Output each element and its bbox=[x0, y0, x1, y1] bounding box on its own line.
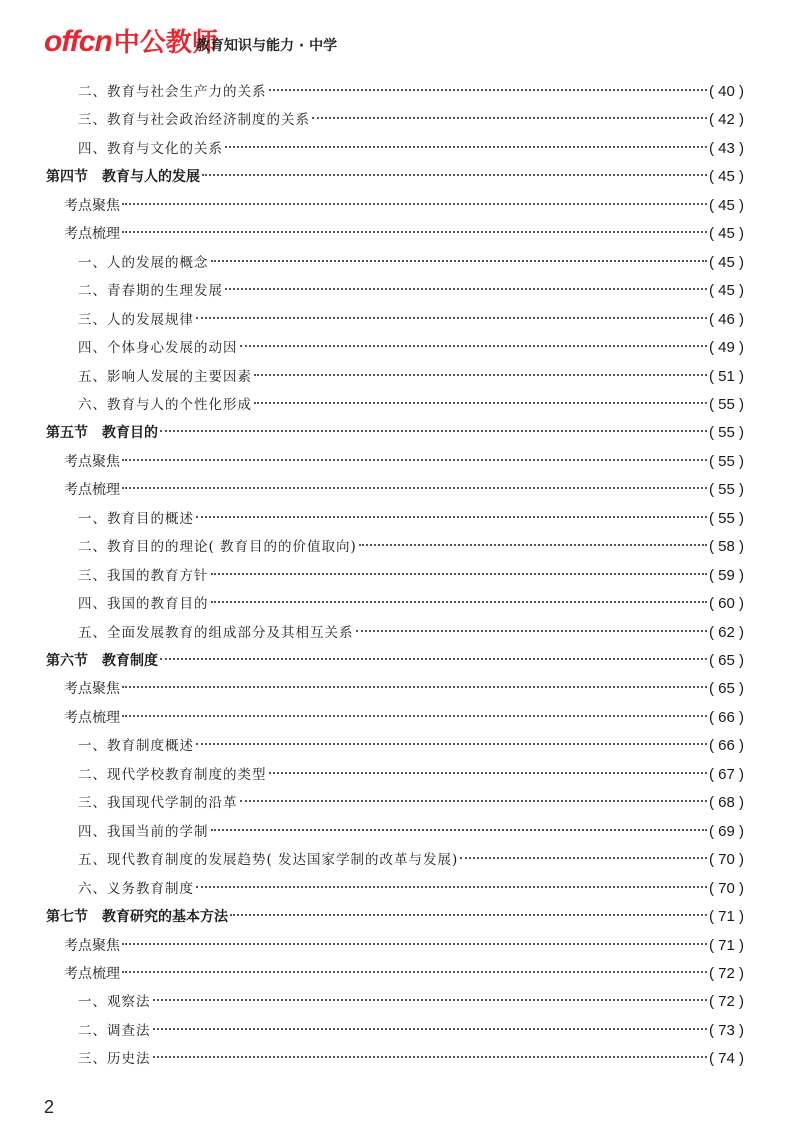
toc-entry-page: ( 45 ) bbox=[708, 196, 744, 214]
toc-entry-title: 三、我国现代学制的沿革 bbox=[78, 795, 238, 812]
toc-entry[interactable] bbox=[64, 677, 744, 701]
toc-entry-page: ( 42 ) bbox=[708, 111, 744, 129]
toc-entry[interactable] bbox=[64, 934, 744, 958]
toc-entry-title: 考点聚焦 bbox=[64, 197, 120, 214]
page-number: 2 bbox=[44, 1097, 55, 1117]
dot-leader bbox=[196, 742, 707, 745]
toc-entry[interactable] bbox=[78, 820, 744, 844]
dot-leader bbox=[196, 885, 707, 888]
toc-entry-page: ( 65 ) bbox=[708, 652, 744, 669]
toc-entry-title: 考点梳理 bbox=[64, 709, 120, 726]
toc-entry-page: ( 55 ) bbox=[708, 481, 744, 499]
toc-entry-title: 四、教育与文化的关系 bbox=[78, 140, 223, 157]
logo-latin-text: offcn bbox=[44, 25, 112, 58]
dot-leader bbox=[359, 543, 707, 546]
offcn-logo bbox=[44, 22, 218, 63]
toc-entry-page: ( 66 ) bbox=[708, 708, 744, 726]
toc-entry-page: ( 55 ) bbox=[708, 424, 744, 442]
toc-entry[interactable] bbox=[64, 962, 744, 986]
toc-entry-title: 考点梳理 bbox=[64, 965, 120, 982]
toc-entry-title: 二、教育与社会生产力的关系 bbox=[78, 84, 267, 100]
toc-entry[interactable] bbox=[78, 990, 744, 1014]
dot-leader bbox=[160, 429, 707, 432]
toc-entry[interactable] bbox=[78, 336, 744, 360]
logo-cn-text: 中公教师 bbox=[113, 28, 218, 58]
toc-entry[interactable] bbox=[78, 308, 744, 332]
toc-entry[interactable] bbox=[78, 137, 744, 161]
dot-leader bbox=[153, 1055, 707, 1058]
toc-entry[interactable] bbox=[78, 279, 744, 303]
dot-leader bbox=[240, 344, 707, 347]
toc-entry-title: 第七节 教育研究的基本方法 bbox=[46, 909, 228, 926]
toc-entry-title: 五、现代教育制度的发展趋势( 发达国家学制的改革与发展) bbox=[78, 852, 459, 869]
toc-entry-page: ( 59 ) bbox=[708, 566, 744, 584]
toc-entry[interactable] bbox=[46, 649, 744, 673]
toc-entry[interactable] bbox=[64, 478, 744, 502]
toc-entry-page: ( 45 ) bbox=[708, 168, 744, 186]
toc-entry-title: 二、调查法 bbox=[78, 1022, 151, 1039]
toc-entry-title: 第五节 教育目的 bbox=[46, 425, 158, 442]
dot-leader bbox=[225, 287, 707, 290]
toc-entry[interactable] bbox=[78, 877, 744, 901]
toc-entry-page: ( 40 ) bbox=[708, 83, 744, 100]
toc-entry-page: ( 71 ) bbox=[708, 936, 744, 954]
toc-entry-page: ( 70 ) bbox=[708, 851, 744, 869]
toc-entry-title: 四、我国当前的学制 bbox=[78, 823, 209, 840]
dot-leader bbox=[211, 259, 707, 262]
dot-leader bbox=[211, 600, 707, 603]
toc-entry[interactable] bbox=[78, 592, 744, 616]
dot-leader bbox=[254, 373, 707, 376]
toc-entry[interactable] bbox=[78, 1047, 744, 1071]
toc-entry-title: 一、教育目的概述 bbox=[78, 510, 194, 527]
toc-entry-title: 二、青春期的生理发展 bbox=[78, 283, 223, 300]
toc-entry-title: 考点聚焦 bbox=[64, 453, 120, 470]
toc-entry[interactable] bbox=[64, 450, 744, 474]
toc-entry-title: 六、教育与人的个性化形成 bbox=[78, 396, 252, 413]
dot-leader bbox=[269, 88, 707, 91]
toc-entry[interactable] bbox=[78, 734, 744, 758]
toc-entry[interactable] bbox=[64, 194, 744, 218]
dot-leader bbox=[254, 401, 707, 404]
toc-entry-title: 三、我国的教育方针 bbox=[78, 567, 209, 584]
dot-leader bbox=[202, 173, 707, 176]
toc-entry[interactable] bbox=[78, 393, 744, 417]
toc-entry[interactable] bbox=[78, 365, 744, 389]
toc-entry[interactable] bbox=[46, 421, 744, 445]
toc-entry-page: ( 74 ) bbox=[708, 1050, 744, 1068]
toc-entry-page: ( 55 ) bbox=[708, 395, 744, 413]
dot-leader bbox=[356, 629, 707, 632]
toc-entry-title: 三、历史法 bbox=[78, 1051, 151, 1068]
dot-leader bbox=[196, 316, 707, 319]
toc-entry-page: ( 45 ) bbox=[708, 253, 744, 271]
dot-leader bbox=[122, 458, 707, 461]
toc-entry-title: 三、人的发展规律 bbox=[78, 311, 194, 328]
toc-entry[interactable] bbox=[64, 222, 744, 246]
toc-entry-title: 第四节 教育与人的发展 bbox=[46, 169, 200, 186]
dot-leader bbox=[230, 913, 707, 916]
toc-entry-title: 四、我国的教育目的 bbox=[78, 596, 209, 613]
dot-leader bbox=[122, 970, 707, 973]
toc-entry-page: ( 66 ) bbox=[708, 737, 744, 755]
toc-entry-title: 五、全面发展教育的组成部分及其相互关系 bbox=[78, 624, 354, 641]
toc-entry-page: ( 72 ) bbox=[708, 964, 744, 982]
toc-entry[interactable] bbox=[78, 108, 744, 132]
dot-leader bbox=[122, 486, 707, 489]
toc-entry[interactable] bbox=[78, 763, 744, 787]
toc-entry[interactable] bbox=[78, 535, 744, 559]
toc-entry-page: ( 73 ) bbox=[708, 1021, 744, 1039]
toc-entry-page: ( 70 ) bbox=[708, 879, 744, 897]
toc-entry[interactable] bbox=[78, 1019, 744, 1043]
toc-entry-title: 二、现代学校教育制度的类型 bbox=[78, 766, 267, 783]
dot-leader bbox=[122, 942, 707, 945]
toc-entry-page: ( 49 ) bbox=[708, 339, 744, 357]
toc-entry[interactable] bbox=[78, 251, 744, 275]
toc-entry-page: ( 45 ) bbox=[708, 282, 744, 300]
toc-entry-page: ( 65 ) bbox=[708, 680, 744, 698]
toc-entry-title: 第六节 教育制度 bbox=[46, 653, 158, 669]
dot-leader bbox=[460, 856, 707, 859]
toc-entry-page: ( 60 ) bbox=[708, 595, 744, 613]
dot-leader bbox=[196, 515, 707, 518]
toc-entry-page: ( 55 ) bbox=[708, 452, 744, 470]
toc-entry-page: ( 58 ) bbox=[708, 538, 744, 556]
toc-entry-page: ( 71 ) bbox=[708, 908, 744, 926]
toc-entry-page: ( 43 ) bbox=[708, 139, 744, 157]
dot-leader bbox=[211, 572, 707, 575]
toc-entry-page: ( 67 ) bbox=[708, 765, 744, 783]
toc-entry[interactable] bbox=[78, 848, 744, 872]
toc-entry[interactable] bbox=[78, 80, 744, 104]
toc-entry-page: ( 69 ) bbox=[708, 822, 744, 840]
toc-entry[interactable] bbox=[78, 564, 744, 588]
dot-leader bbox=[160, 657, 707, 660]
toc-entry-page: ( 72 ) bbox=[708, 993, 744, 1011]
toc-entry-page: ( 55 ) bbox=[708, 509, 744, 527]
toc-entry-title: 一、观察法 bbox=[78, 994, 151, 1011]
toc-entry-page: ( 51 ) bbox=[708, 367, 744, 385]
toc-entry[interactable] bbox=[78, 791, 744, 815]
toc-entry-page: ( 62 ) bbox=[708, 623, 744, 641]
toc-entry-title: 考点梳理 bbox=[64, 226, 120, 243]
toc-entry-title: 三、教育与社会政治经济制度的关系 bbox=[78, 112, 310, 129]
dot-leader bbox=[122, 202, 707, 205]
toc-entry-title: 四、个体身心发展的动因 bbox=[78, 340, 238, 357]
toc-entry-page: ( 45 ) bbox=[708, 225, 744, 243]
book-subtitle: 教育知识与能力 · 中学 bbox=[196, 38, 338, 54]
toc-entry-title: 考点梳理 bbox=[64, 482, 120, 499]
dot-leader bbox=[122, 714, 707, 717]
toc-entry-title: 六、义务教育制度 bbox=[78, 880, 194, 897]
toc-entry[interactable] bbox=[78, 621, 744, 645]
dot-leader bbox=[122, 230, 707, 233]
dot-leader bbox=[269, 771, 707, 774]
toc-entry-page: ( 46 ) bbox=[708, 310, 744, 328]
dot-leader bbox=[312, 116, 707, 119]
dot-leader bbox=[122, 685, 707, 688]
toc-entry[interactable] bbox=[78, 507, 744, 531]
toc-entry[interactable] bbox=[46, 905, 744, 929]
toc-entry[interactable] bbox=[46, 165, 744, 189]
toc-entry-title: 五、影响人发展的主要因素 bbox=[78, 368, 252, 385]
page-header bbox=[0, 0, 790, 60]
toc-entry-title: 一、人的发展的概念 bbox=[78, 254, 209, 271]
toc-entry[interactable] bbox=[64, 706, 744, 730]
toc-entry-title: 考点聚焦 bbox=[64, 681, 120, 698]
toc-entry-title: 一、教育制度概述 bbox=[78, 738, 194, 755]
dot-leader bbox=[240, 799, 707, 802]
toc-entry-title: 二、教育目的的理论( 教育目的的价值取向) bbox=[78, 539, 357, 556]
toc-entry-page: ( 68 ) bbox=[708, 794, 744, 812]
dot-leader bbox=[225, 145, 707, 148]
dot-leader bbox=[211, 828, 707, 831]
toc-entry-title: 考点聚焦 bbox=[64, 937, 120, 954]
dot-leader bbox=[153, 998, 707, 1001]
dot-leader bbox=[153, 1027, 707, 1030]
